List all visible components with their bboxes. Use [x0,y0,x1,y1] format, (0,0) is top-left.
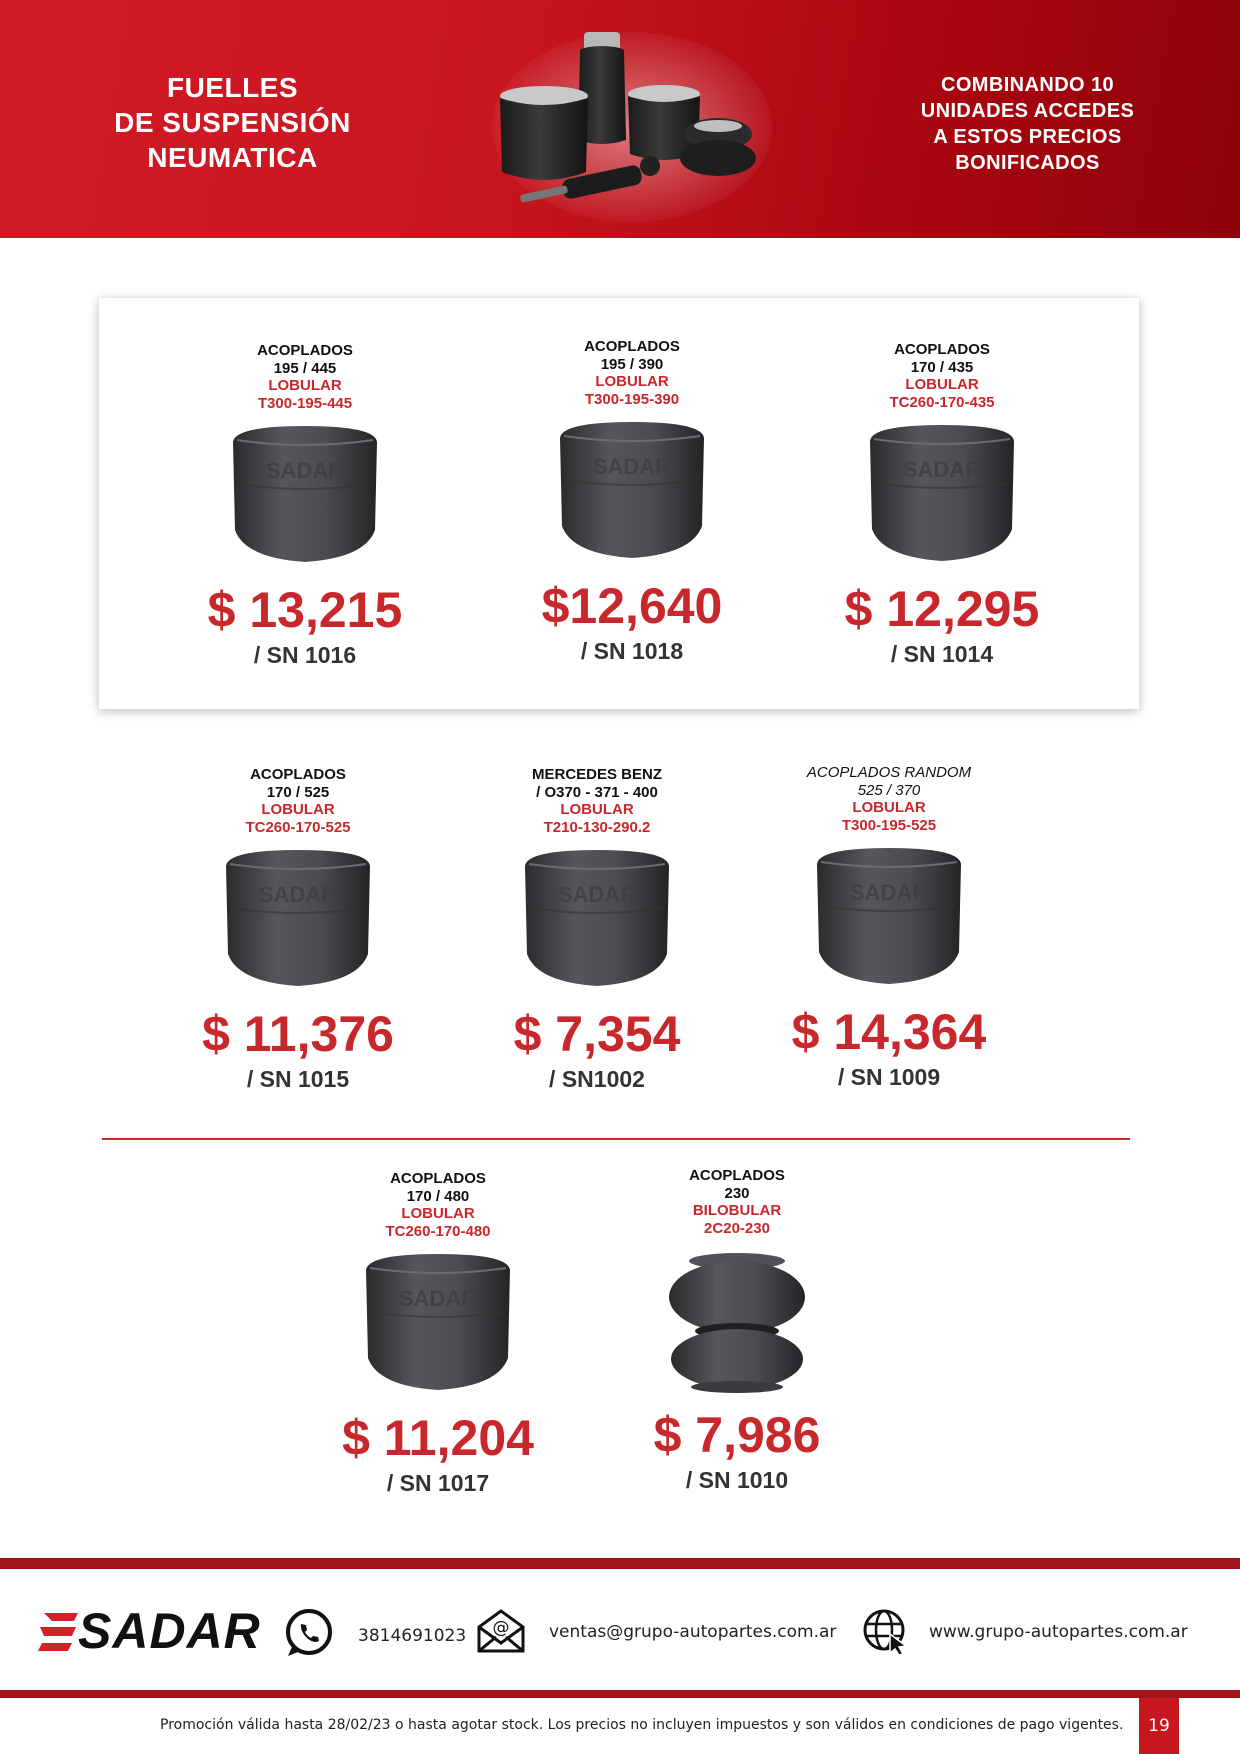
product-price: $ 13,215 [207,582,403,638]
product-sn: / SN 1017 [386,1470,490,1496]
product-card [313,1170,563,1496]
product-category: ACOPLADOS [390,1170,486,1187]
product-code: T300-195-445 [257,394,353,412]
whatsapp-icon [283,1607,335,1659]
product-price: $ 14,364 [791,1004,987,1060]
product-type: LOBULAR [401,1205,475,1222]
product-type: LOBULAR [560,801,634,818]
product-price: $ 11,204 [342,1410,534,1466]
product-card [817,341,1067,667]
product-sn: / SN 1009 [837,1064,941,1090]
product-size: 195 / 445 [273,359,337,377]
promo-line: A ESTOS PRECIOS [933,126,1122,148]
footer-bottom-bar [0,1690,1240,1698]
product-code: TC260-170-525 [245,818,351,836]
product-type: BILOBULAR [692,1202,782,1219]
product-card [764,764,1014,1090]
page-title [70,70,395,175]
product-category: MERCEDES BENZ [531,766,662,783]
title-line: NEUMATICA [147,142,318,173]
product-price: $ 12,295 [844,581,1040,637]
footer-top-bar [0,1558,1240,1569]
product-sn: / SN 1018 [580,638,684,664]
air-spring-image [542,416,722,566]
promo-line: COMBINANDO 10 [941,74,1114,96]
product-sn: / SN1002 [549,1066,645,1092]
product-code: T210-130-290.2 [543,818,651,836]
product-category: ACOPLADOS [250,766,346,783]
title-line: FUELLES [166,72,299,103]
product-category: ACOPLADOS [257,342,353,359]
product-size: 170 / 525 [266,783,330,801]
double-convoluted-air-spring-image [647,1245,827,1395]
air-spring-image [852,419,1032,569]
product-size: 170 / 435 [910,358,974,376]
product-size: 525 / 370 [857,781,921,799]
product-type: LOBULAR [261,801,335,818]
product-size: / O370 - 371 - 400 [536,783,658,801]
product-card [507,338,757,664]
product-sn: / SN 1016 [253,642,357,668]
product-card [612,1167,862,1493]
product-category: ACOPLADOS [584,338,680,355]
product-price: $ 7,354 [513,1006,681,1062]
air-spring-image [799,842,979,992]
website-link[interactable]: www.grupo-autopartes.com.ar [929,1622,1188,1642]
svg-text:@: @ [492,1618,510,1638]
website-globe-icon [862,1608,910,1656]
promo-text [870,72,1185,176]
product-code: TC260-170-435 [889,393,995,411]
product-price: $ 7,986 [653,1407,821,1463]
product-card [173,766,423,1092]
air-spring-image [208,844,388,994]
product-code: T300-195-390 [584,390,680,408]
product-code: 2C20-230 [704,1219,770,1237]
promo-line: BONIFICADOS [955,152,1100,174]
email-icon [476,1607,526,1655]
air-spring-image [507,844,687,994]
product-type: LOBULAR [595,373,669,390]
product-sn: / SN 1014 [890,641,994,667]
product-type: LOBULAR [905,376,979,393]
product-type: LOBULAR [852,799,926,816]
disclaimer-text: Promoción válida hasta 28/02/23 o hasta agotar stock. Los precios no incluyen impuestos y son válidos en condiciones de pago vigentes. [160,1717,1124,1733]
promo-line: UNIDADES ACCEDES [920,100,1135,122]
product-category: ACOPLADOS [689,1167,785,1184]
air-spring-image [215,420,395,570]
product-category: ACOPLADOS RANDOM [806,764,972,781]
product-price: $12,640 [541,578,723,634]
phone-number[interactable]: 3814691023 [358,1626,467,1646]
product-card [472,766,722,1092]
product-size: 230 [724,1184,750,1202]
email-address[interactable]: ventas@grupo-autopartes.com.ar [549,1622,837,1642]
product-category: ACOPLADOS [894,341,990,358]
product-price: $ 11,376 [202,1006,394,1062]
product-sn: / SN 1015 [246,1066,350,1092]
product-code: TC260-170-480 [385,1222,491,1240]
product-type: LOBULAR [268,377,342,394]
title-line: DE SUSPENSIÓN [114,107,351,138]
section-divider [102,1138,1130,1140]
brand-name: SADAR [78,1603,261,1659]
product-code: T300-195-525 [841,816,937,834]
suspension-products-image [492,22,772,222]
product-card [180,342,430,668]
header-banner [0,0,1240,238]
product-size: 170 / 480 [406,1187,470,1205]
air-spring-image [348,1248,528,1398]
product-sn: / SN 1010 [685,1467,789,1493]
page-number: 19 [1148,1716,1170,1736]
product-size: 195 / 390 [600,355,664,373]
